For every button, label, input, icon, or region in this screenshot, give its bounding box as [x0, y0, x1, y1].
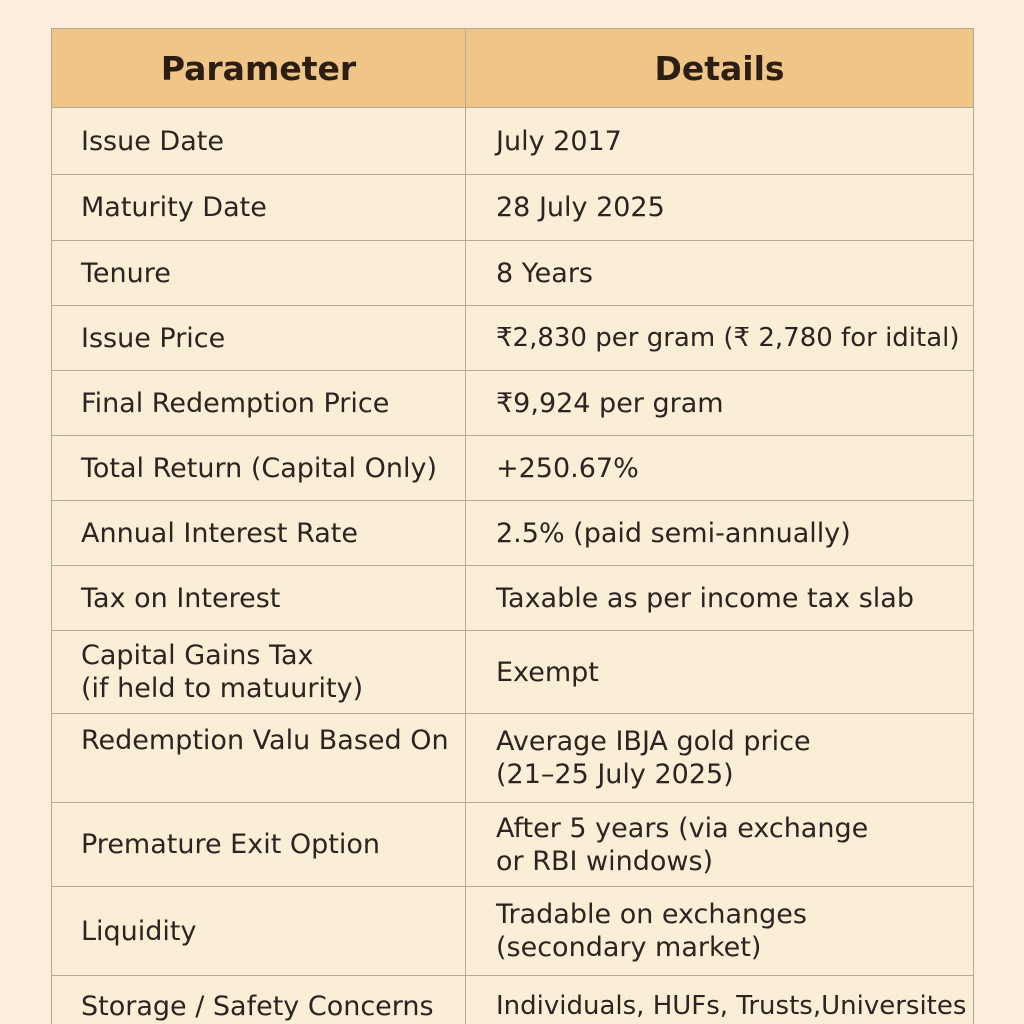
details-tenure: 8 Years	[496, 257, 593, 289]
table-row	[52, 306, 974, 371]
parameter-redemption-value-basis: Redemption Valu Based On	[81, 725, 449, 756]
details-capital-gains-tax: Exempt	[496, 656, 599, 688]
parameter-cell	[52, 887, 466, 976]
parameter-cell	[52, 566, 466, 631]
details-premature-exit-option: After 5 years (via exchange or RBI windows)	[496, 812, 869, 877]
table-row	[52, 631, 974, 714]
parameter-tenure: Tenure	[81, 257, 171, 289]
details-cell	[466, 631, 974, 714]
details-cell	[466, 501, 974, 566]
parameter-cell	[52, 976, 466, 1024]
parameter-cell	[52, 371, 466, 436]
table-row	[52, 436, 974, 501]
parameter-storage-safety: Storage / Safety Concerns	[81, 991, 434, 1022]
parameter-total-return: Total Return (Capital Only)	[81, 452, 437, 484]
details-cell	[466, 306, 974, 371]
parameter-final-redemption-price: Final Redemption Price	[81, 387, 390, 419]
parameter-cell	[52, 175, 466, 241]
table-row	[52, 566, 974, 631]
parameter-maturity-date: Maturity Date	[81, 192, 267, 223]
details-cell	[466, 566, 974, 631]
parameter-cell	[52, 803, 466, 887]
parameter-liquidity: Liquidity	[81, 915, 197, 947]
table-row	[52, 371, 974, 436]
table-row	[52, 175, 974, 241]
details-cell	[466, 371, 974, 436]
parameter-cell	[52, 306, 466, 371]
parameter-premature-exit-option: Premature Exit Option	[81, 829, 380, 860]
details-cell	[466, 714, 974, 803]
parameter-cell	[52, 631, 466, 714]
details-cell	[466, 175, 974, 241]
details-issue-price: ₹2,830 per gram (₹ 2,780 for idital)	[496, 322, 960, 353]
parameter-issue-date: Issue Date	[81, 125, 224, 157]
parameter-cell	[52, 108, 466, 175]
details-liquidity: Tradable on exchanges (secondary market)	[496, 899, 807, 963]
details-cell	[466, 241, 974, 306]
parameter-cell	[52, 714, 466, 803]
parameter-cell	[52, 436, 466, 501]
table-header-row	[52, 29, 974, 108]
table-row	[52, 108, 974, 175]
details-issue-date: July 2017	[496, 125, 622, 157]
details-redemption-value-basis: Average IBJA gold price (21–25 July 2025)	[496, 726, 811, 790]
details-storage-safety: Individuals, HUFs, Trusts,Universites	[496, 991, 967, 1021]
parameter-details-table	[51, 28, 974, 1024]
details-maturity-date: 28 July 2025	[496, 192, 665, 223]
header-details: Details	[466, 29, 974, 108]
details-cell	[466, 108, 974, 175]
table-row	[52, 887, 974, 976]
details-final-redemption-price: ₹9,924 per gram	[496, 387, 724, 419]
details-cell	[466, 887, 974, 976]
details-tax-on-interest: Taxable as per income tax slab	[496, 582, 914, 614]
table-row	[52, 714, 974, 803]
parameter-annual-interest-rate: Annual Interest Rate	[81, 517, 358, 549]
header-parameter: Parameter	[52, 29, 466, 108]
table-row	[52, 976, 974, 1024]
parameter-tax-on-interest: Tax on Interest	[81, 582, 281, 614]
details-total-return: +250.67%	[496, 452, 639, 484]
parameter-cell	[52, 501, 466, 566]
parameter-capital-gains-tax: Capital Gains Tax (if held to matuurity)	[81, 640, 364, 704]
table-row	[52, 501, 974, 566]
details-annual-interest-rate: 2.5% (paid semi-annually)	[496, 517, 851, 549]
details-cell	[466, 803, 974, 887]
details-cell	[466, 436, 974, 501]
table-row	[52, 241, 974, 306]
details-cell	[466, 976, 974, 1024]
parameter-cell	[52, 241, 466, 306]
table-row	[52, 803, 974, 887]
parameter-issue-price: Issue Price	[81, 322, 226, 354]
